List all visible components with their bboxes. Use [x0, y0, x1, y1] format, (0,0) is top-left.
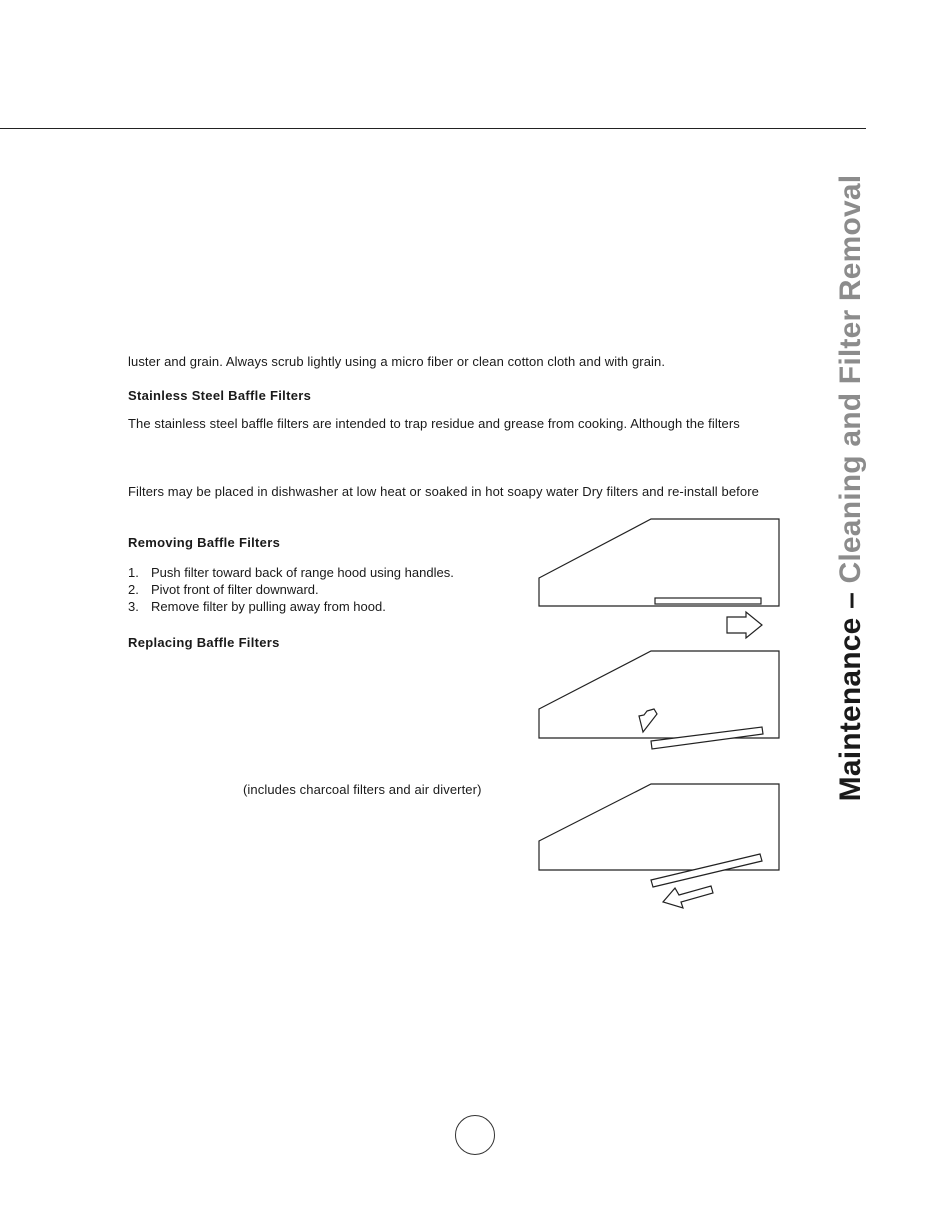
step-text: Remove filter by pulling away from hood.: [151, 599, 386, 614]
step-number: 3.: [128, 599, 139, 614]
charcoal-note: (includes charcoal filters and air diverter): [243, 782, 482, 797]
hood-outline: [539, 784, 779, 870]
replacing-filters-heading: Replacing Baffle Filters: [128, 635, 280, 650]
header-divider: [0, 128, 866, 129]
intro-paragraph: luster and grain. Always scrub lightly using a micro fiber or clean cotton cloth and with grain.: [128, 354, 666, 369]
hood-outline: [539, 651, 779, 738]
hood-panel-pivot-down: [539, 651, 779, 749]
side-title-secondary: Cleaning and Filter Removal: [834, 174, 867, 584]
hood-panel-pull-away: [539, 784, 779, 908]
filter-removal-diagram: [530, 510, 790, 915]
baffle-filters-heading: Stainless Steel Baffle Filters: [128, 388, 312, 403]
removal-steps-list: [128, 564, 454, 615]
right-arrow-icon: [727, 612, 762, 638]
dishwasher-paragraph: Filters may be placed in dishwasher at low heat or soaked in hot soapy water Dry filters and re-install before: [128, 484, 759, 499]
step-text: Push filter toward back of range hood using handles.: [151, 565, 454, 580]
removing-filters-heading: Removing Baffle Filters: [128, 535, 281, 550]
left-arrow-icon: [663, 886, 713, 908]
side-title-primary: Maintenance –: [834, 583, 867, 802]
baffle-filter: [655, 598, 761, 604]
baffle-filters-paragraph: The stainless steel baffle filters are intended to trap residue and grease from cooking. Although the filters: [128, 416, 740, 431]
list-item: [128, 598, 454, 615]
section-side-title: [834, 175, 868, 802]
hood-panel-push-back: [539, 519, 779, 638]
list-item: [128, 564, 454, 581]
page-number-circle: [455, 1115, 495, 1155]
hood-outline: [539, 519, 779, 606]
step-text: Pivot front of filter downward.: [151, 582, 319, 597]
list-item: [128, 581, 454, 598]
step-number: 1.: [128, 565, 139, 580]
step-number: 2.: [128, 582, 139, 597]
